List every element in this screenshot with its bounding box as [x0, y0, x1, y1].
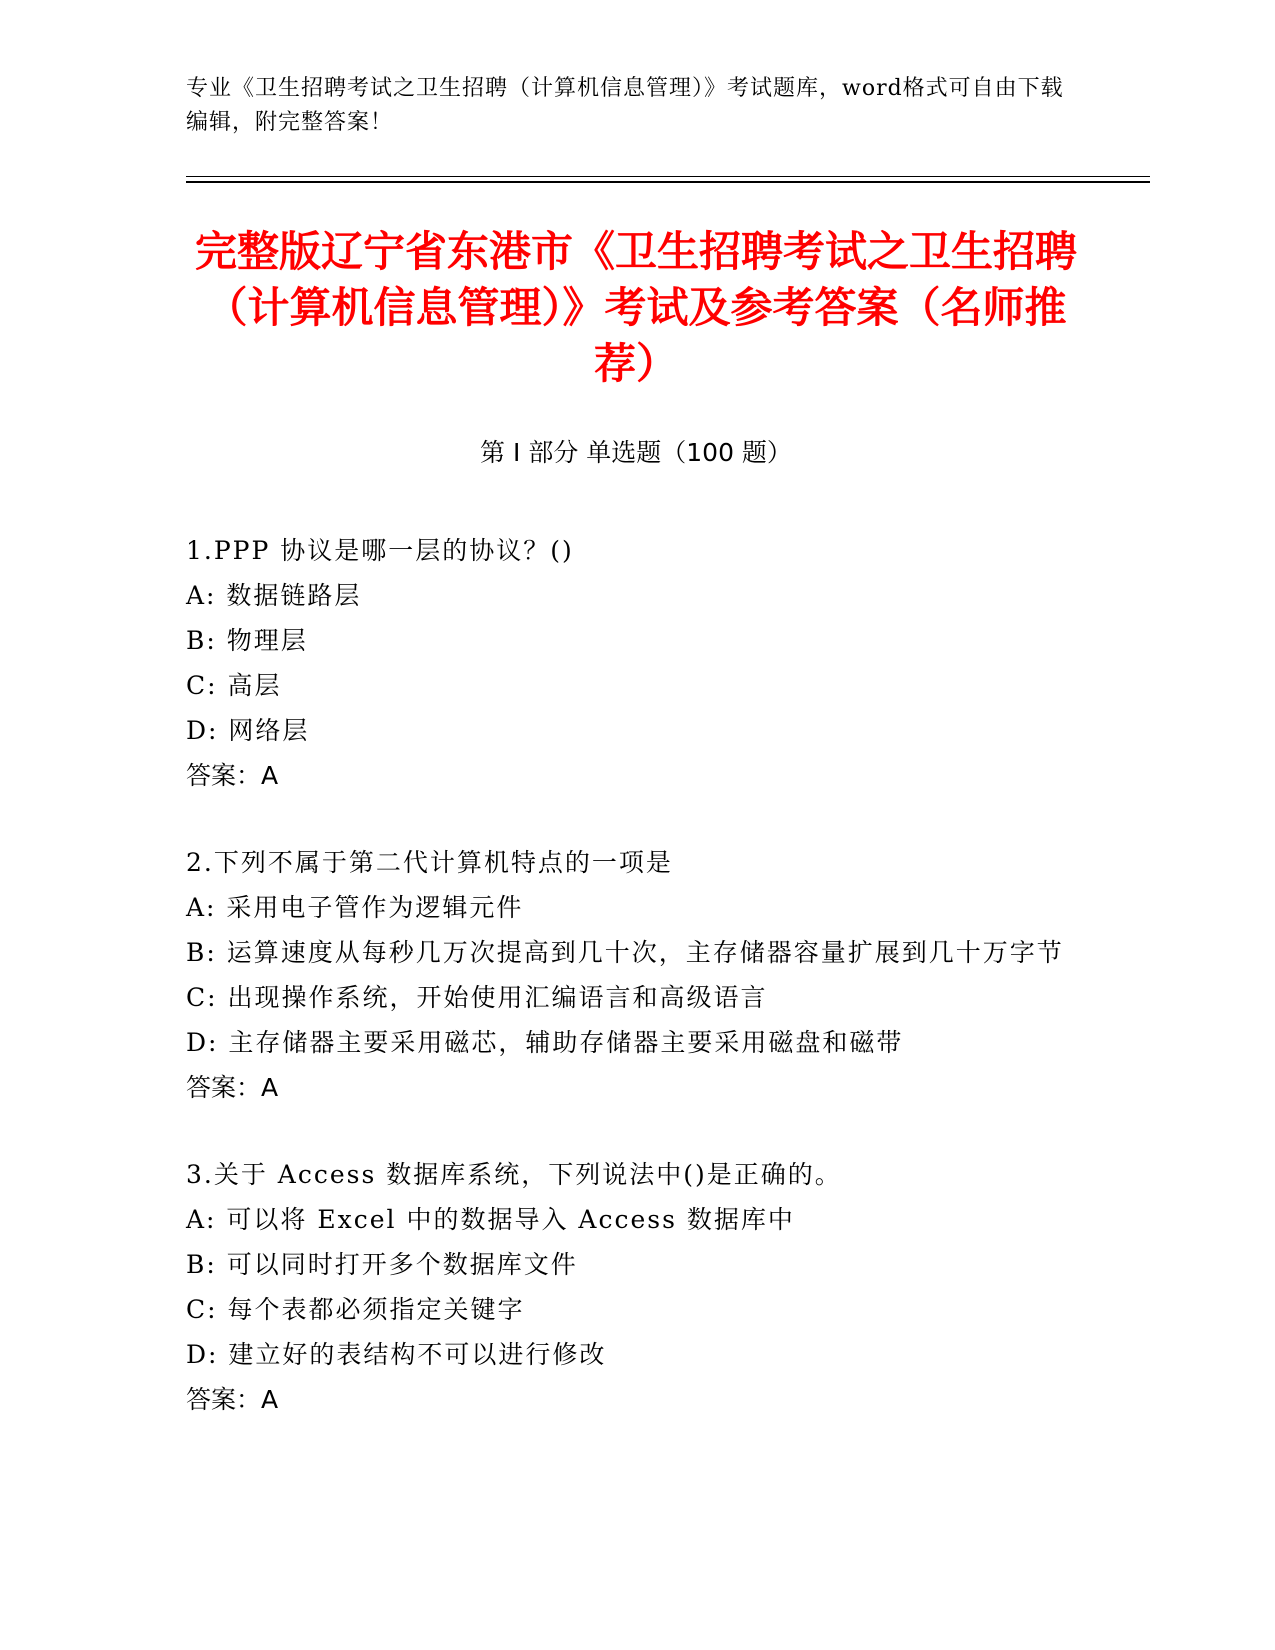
- option-c: C: 高层: [186, 671, 282, 700]
- document-title: 完整版辽宁省东港市《卫生招聘考试之卫生招聘（计算机信息管理）》考试及参考答案（名师推荐）: [194, 227, 1077, 388]
- option-a: A: 数据链路层: [186, 581, 362, 610]
- option-b: B: 可以同时打开多个数据库文件: [186, 1250, 578, 1279]
- header-rule-thick: [186, 181, 1150, 183]
- answer-line: 答案：A: [186, 1073, 279, 1102]
- question-stem: 1.PPP 协议是哪一层的协议？(): [186, 536, 574, 565]
- option-a: A: 采用电子管作为逻辑元件: [186, 893, 524, 922]
- question-list: [186, 528, 1086, 1464]
- question-item: [186, 840, 1086, 1110]
- header-note: 专业《卫生招聘考试之卫生招聘（计算机信息管理）》考试题库，word格式可自由下载编辑，附完整答案！: [186, 76, 1064, 135]
- question-stem: 3.关于 Access 数据库系统，下列说法中()是正确的。: [186, 1160, 842, 1189]
- answer-line: 答案：A: [186, 761, 279, 790]
- option-a: A: 可以将 Excel 中的数据导入 Access 数据库中: [186, 1205, 795, 1234]
- option-d: D: 主存储器主要采用磁芯，辅助存储器主要采用磁盘和磁带: [186, 1028, 904, 1057]
- question-stem: 2.下列不属于第二代计算机特点的一项是: [186, 848, 673, 877]
- option-b: B: 运算速度从每秒几万次提高到几十次，主存储器容量扩展到几十万字节: [186, 938, 1064, 967]
- option-d: D: 建立好的表结构不可以进行修改: [186, 1340, 607, 1369]
- section-title: 第 I 部分 单选题（100 题）: [480, 438, 792, 467]
- option-c: C: 每个表都必须指定关键字: [186, 1295, 525, 1324]
- answer-line: 答案：A: [186, 1385, 279, 1414]
- question-item: [186, 528, 1086, 798]
- question-item: [186, 1152, 1086, 1422]
- option-c: C: 出现操作系统，开始使用汇编语言和高级语言: [186, 983, 768, 1012]
- option-b: B: 物理层: [186, 626, 308, 655]
- header-rule-thin: [186, 176, 1150, 177]
- option-d: D: 网络层: [186, 716, 310, 745]
